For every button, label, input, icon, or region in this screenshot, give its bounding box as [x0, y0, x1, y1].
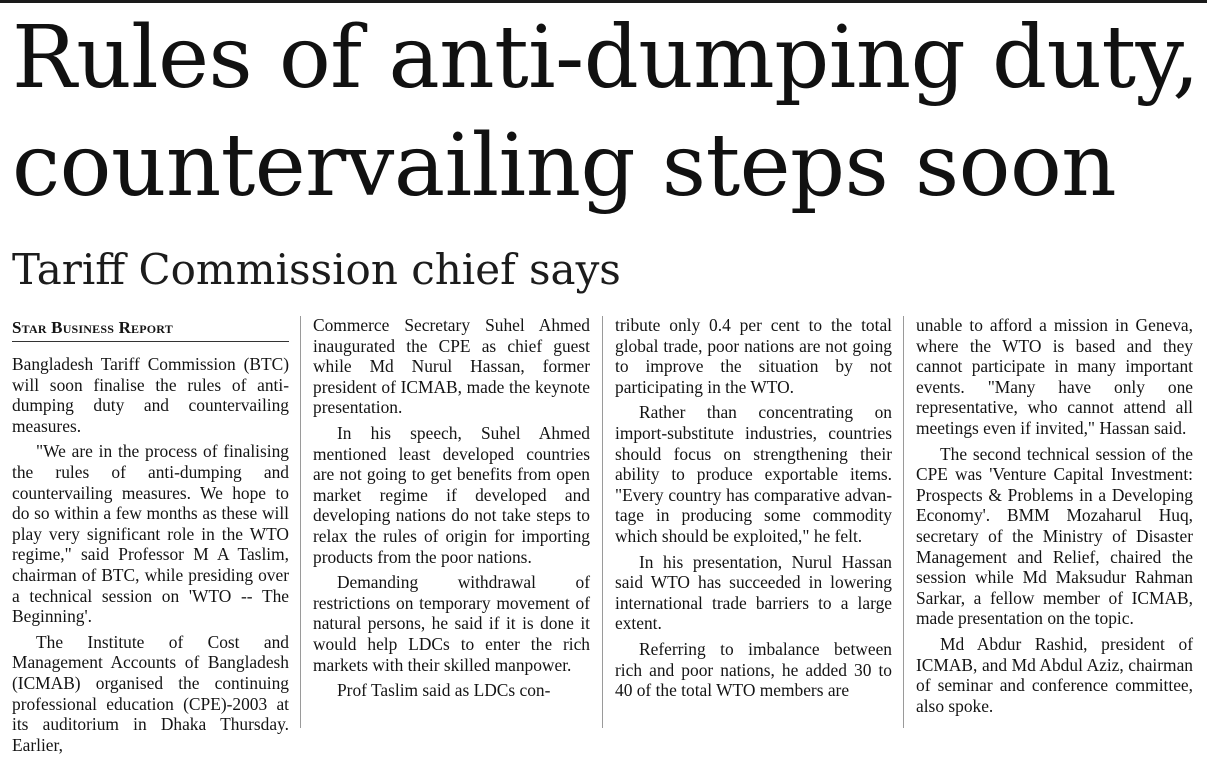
top-rule: [0, 0, 1207, 3]
paragraph: In his presentation, Nurul Hassan said WTO has succeeded in lowering international trade barriers to a large extent.: [615, 551, 892, 634]
paragraph: tribute only 0.4 per cent to the total global trade, poor nations are not going to improve the situation by not participating in the WTO.: [615, 315, 892, 397]
column-divider: [903, 316, 904, 728]
byline: Star Business Report: [12, 318, 289, 342]
paragraph: Md Abdur Rashid, president of ICMAB, and Md Abdul Aziz, chairman of seminar and conference committee, also spoke.: [916, 633, 1193, 716]
paragraph: Referring to imbalance between rich and poor nations, he added 30 to 40 of the total WTO members are: [615, 638, 892, 701]
headline-line-2: countervailing steps soon: [12, 116, 1117, 216]
column-divider: [300, 316, 301, 728]
subheadline: Tariff Commission chief says: [12, 245, 621, 294]
article-column-1: [12, 318, 289, 760]
article-column-4: [916, 315, 1193, 721]
paragraph: In his speech, Suhel Ahmed mentioned least developed countries are not going to get benefits from open market regime if developed and developing nations do not take steps to relax the rules of origin for importing products from the poor nations.: [313, 422, 590, 567]
paragraph: Commerce Secretary Suhel Ahmed inaugurated the CPE as chief guest while Md Nurul Hassan, former president of ICMAB, made the keynote presentation.: [313, 315, 590, 418]
article-column-3: [615, 315, 892, 706]
paragraph: Bangladesh Tariff Commission (BTC) will soon finalise the rules of anti-dumping duty and countervailing measures.: [12, 354, 289, 436]
paragraph: Demanding withdrawal of restrictions on temporary movement of natural persons, he said if it is done it would help LDCs to enter the rich markets with their skilled manpower.: [313, 572, 590, 675]
paragraph: The Institute of Cost and Management Accounts of Bangladesh (ICMAB) organised the continuing professional education (CPE)-2003 at its auditorium in Dhaka Thursday. Earlier,: [12, 631, 289, 755]
paragraph: "We are in the process of finalising the rules of anti-dumping and countervailing measures. We hope to do so within a few months as these will play very significant role in the WTO regime," said Professor M A Taslim, chairman of BTC, while presiding over a technical session on 'WTO -- The Beginning'.: [12, 441, 289, 627]
paragraph: unable to afford a mission in Geneva, where the WTO is based and they cannot participate in many important events. "Many have only one representative, who cannot attend all meetings even if invited," Hassan said.: [916, 315, 1193, 438]
paragraph: Rather than concentrating on import-substitute industries, countries should focus on strengthening their ability to produce exportable items. "Every country has comparative advantage in producing some commodity which should be exploited," he felt.: [615, 402, 892, 546]
column-divider: [602, 316, 603, 728]
paragraph: Prof Taslim said as LDCs con-: [337, 680, 551, 701]
headline-line-1: Rules of anti-dumping duty,: [12, 8, 1200, 108]
headline: [12, 4, 1202, 220]
article-column-2: [313, 315, 590, 706]
paragraph: The second technical session of the CPE was 'Venture Capital Investment: Prospects & Problems in a Developing Economy'. BMM Mozaharul Huq, secretary of the Ministry of Disaster Management and Relief, chaired the session while Md Maksudur Rahman Sarkar, a fellow member of ICMAB, made presentation on the topic.: [916, 443, 1193, 629]
